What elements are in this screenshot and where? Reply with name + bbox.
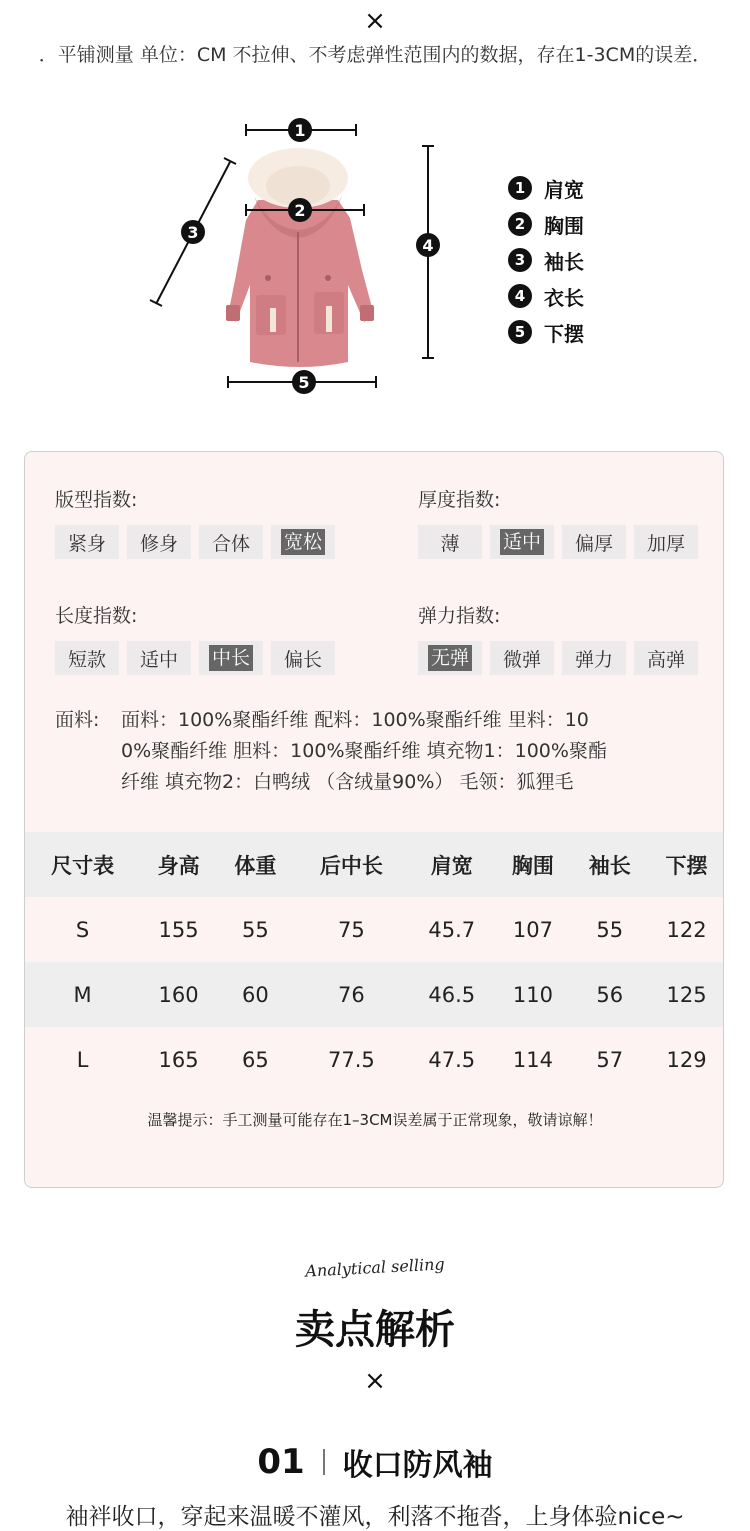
table-cell: 125 <box>648 962 724 1027</box>
fabric-line: 0%聚酯纤维 胆料：100%聚酯纤维 填充物1：100%聚酯 <box>121 740 607 762</box>
legend-item-length <box>508 278 584 314</box>
legend-label: 下摆 <box>544 321 584 346</box>
header-cell: 体重 <box>217 832 294 897</box>
legend-number: 2 <box>508 212 532 236</box>
option-thickness-0: 薄 <box>418 525 482 559</box>
marker-4: 4 <box>422 236 434 255</box>
table-cell: 155 <box>140 897 217 962</box>
header-cell: 袖长 <box>571 832 648 897</box>
table-cell: 45.7 <box>409 897 495 962</box>
option-fit-1: 修身 <box>127 525 191 559</box>
legend-number: 4 <box>508 284 532 308</box>
selling-subtitle: Analytical selling <box>304 1254 446 1281</box>
table-cell: 65 <box>217 1027 294 1092</box>
table-cell: 75 <box>294 897 409 962</box>
table-cell: L <box>25 1027 140 1092</box>
thickness-options <box>418 525 698 559</box>
feature-heading <box>0 1440 750 1484</box>
size-table-header <box>25 832 724 897</box>
option-fit-2: 合体 <box>199 525 263 559</box>
close-icon[interactable]: × <box>364 6 386 36</box>
table-cell: 165 <box>140 1027 217 1092</box>
marker-2: 2 <box>294 201 306 220</box>
length-index-title: 长度指数: <box>55 605 138 627</box>
legend-number: 5 <box>508 320 532 344</box>
table-row <box>25 1027 724 1092</box>
legend-item-hem <box>508 314 584 350</box>
table-cell: 47.5 <box>409 1027 495 1092</box>
fabric-line: 面料：100%聚酯纤维 配料：100%聚酯纤维 里料：10 <box>121 709 589 731</box>
header-cell: 肩宽 <box>409 832 495 897</box>
table-cell: 76 <box>294 962 409 1027</box>
option-length-1: 适中 <box>127 641 191 675</box>
table-cell: 77.5 <box>294 1027 409 1092</box>
selling-title: 卖点解析 <box>295 1307 455 1353</box>
legend-label: 衣长 <box>544 285 584 310</box>
measurement-tip: 温馨提示：手工测量可能存在1–3CM误差属于正常现象，敬请谅解！ <box>147 1111 603 1129</box>
legend-number: 3 <box>508 248 532 272</box>
option-length-3: 偏长 <box>271 641 335 675</box>
legend-label: 肩宽 <box>544 177 584 202</box>
option-length-2-selected: 中长 <box>199 641 263 675</box>
option-stretch-3: 高弹 <box>634 641 698 675</box>
marker-1: 1 <box>294 121 306 140</box>
size-table <box>25 832 724 1092</box>
option-fit-0: 紧身 <box>55 525 119 559</box>
fit-index <box>55 485 335 559</box>
measure-line-4 <box>416 146 440 358</box>
table-cell: 60 <box>217 962 294 1027</box>
measure-line-3 <box>150 158 236 306</box>
stretch-index <box>418 601 698 675</box>
table-cell: 114 <box>495 1027 572 1092</box>
option-thickness-2: 偏厚 <box>562 525 626 559</box>
measurement-diagram <box>0 100 750 410</box>
table-cell: S <box>25 897 140 962</box>
feature-description: 袖袢收口，穿起来温暖不灌风，利落不拖沓，上身体验nice~ <box>65 1504 685 1530</box>
table-row <box>25 897 724 962</box>
header-cell: 下摆 <box>648 832 724 897</box>
stretch-options <box>418 641 698 675</box>
fit-options <box>55 525 335 559</box>
length-options <box>55 641 335 675</box>
option-thickness-3: 加厚 <box>634 525 698 559</box>
table-cell: 122 <box>648 897 724 962</box>
option-stretch-1: 微弹 <box>490 641 554 675</box>
feature-number: 01 <box>257 1442 305 1482</box>
legend-number: 1 <box>508 176 532 200</box>
thickness-index <box>418 485 698 559</box>
close-icon[interactable]: × <box>364 1366 386 1396</box>
length-index <box>55 601 335 675</box>
legend-item-chest <box>508 206 584 242</box>
marker-5: 5 <box>298 373 310 392</box>
fabric-composition <box>121 705 693 798</box>
option-stretch-0-selected: 无弹 <box>418 641 482 675</box>
header-cell: 身高 <box>140 832 217 897</box>
option-thickness-1-selected: 适中 <box>490 525 554 559</box>
table-row <box>25 962 724 1027</box>
measurement-note: ．平铺测量 单位：CM 不拉伸、不考虑弹性范围内的数据，存在1-3CM的误差． <box>38 44 712 66</box>
option-length-0: 短款 <box>55 641 119 675</box>
header-cell: 尺寸表 <box>25 832 140 897</box>
coat-illustration <box>226 148 374 367</box>
table-cell: 129 <box>648 1027 724 1092</box>
measure-line-5 <box>228 370 376 394</box>
option-stretch-2: 弹力 <box>562 641 626 675</box>
legend-label: 胸围 <box>544 213 584 238</box>
spec-card <box>24 451 724 1188</box>
table-cell: 56 <box>571 962 648 1027</box>
table-cell: 55 <box>571 897 648 962</box>
measure-line-1 <box>246 118 356 142</box>
fit-index-title: 版型指数: <box>55 489 138 511</box>
table-cell: 55 <box>217 897 294 962</box>
thickness-index-title: 厚度指数: <box>418 489 501 511</box>
divider <box>323 1449 325 1475</box>
feature-title: 收口防风袖 <box>342 1448 493 1483</box>
table-cell: 110 <box>495 962 572 1027</box>
legend-item-sleeve <box>508 242 584 278</box>
table-cell: 46.5 <box>409 962 495 1027</box>
fabric-line: 纤维 填充物2：白鸭绒 （含绒量90%） 毛领：狐狸毛 <box>121 771 574 793</box>
legend-label: 袖长 <box>544 249 584 274</box>
marker-3: 3 <box>187 223 199 242</box>
option-fit-3-selected: 宽松 <box>271 525 335 559</box>
measurement-legend <box>508 170 584 350</box>
header-cell: 后中长 <box>294 832 409 897</box>
header-cell: 胸围 <box>495 832 572 897</box>
table-cell: M <box>25 962 140 1027</box>
table-cell: 107 <box>495 897 572 962</box>
legend-item-shoulder <box>508 170 584 206</box>
table-cell: 57 <box>571 1027 648 1092</box>
table-cell: 160 <box>140 962 217 1027</box>
stretch-index-title: 弹力指数: <box>418 605 501 627</box>
fabric-label: 面料: <box>55 709 100 731</box>
